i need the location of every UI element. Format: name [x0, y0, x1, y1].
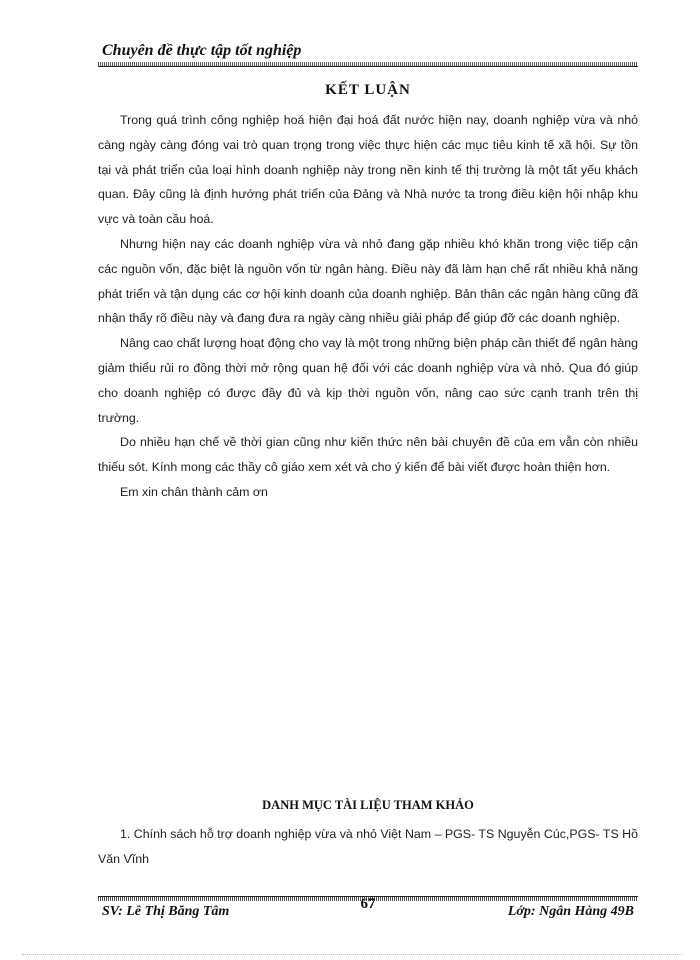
conclusion-paragraph-3: Nâng cao chất lượng hoạt động cho vay là một trong những biện pháp cần thiết để ngân hàng giảm thiểu rủi ro đồng thời mở rộng quan hệ đối với các doanh nghiệp vừa và nhỏ. Qua đó giúp cho doanh nghiệp có được đầy đủ và kịp thời nguồn vốn, nâng cao sức cạnh tranh trên thị trường. — [98, 336, 638, 425]
conclusion-body — [98, 108, 638, 505]
footer-class-name: Lớp: Ngân Hàng 49B — [507, 904, 634, 919]
conclusion-paragraph-5: Em xin chân thành cảm ơn — [120, 484, 268, 499]
footer-page-number: 67 — [360, 896, 376, 912]
page-footer — [98, 896, 638, 924]
page-bottom-edge — [22, 954, 682, 955]
header-rule — [98, 62, 638, 67]
conclusion-paragraph-4: Do nhiều hạn chế về thời gian cũng như kiến thức nên bài chuyên đề của em vẫn còn nhiều thiếu sót. Kính mong các thầy cô giáo xem xét và cho ý kiến để bài viết được hoàn thiện hơn. — [98, 435, 638, 475]
document-title: Chuyên đề thực tập tốt nghiệp — [102, 42, 302, 59]
references-list — [98, 822, 638, 872]
conclusion-heading: KẾT LUẬN — [325, 82, 411, 98]
references-heading: DANH MỤC TÀI LIỆU THAM KHẢO — [262, 798, 474, 812]
footer-student-name: SV: Lê Thị Băng Tâm — [102, 904, 230, 919]
conclusion-paragraph-1: Trong quá trình công nghiệp hoá hiện đại hoá đất nước hiện nay, doanh nghiệp vừa và nhỏ càng ngày càng đóng vai trò quan trọng trong việc thực hiện các mục tiêu kinh tế xã hội. Sự tồn tại và phát triển của loại hình doanh nghiệp này trong nền kinh tế thị trường là một tất yếu khách quan. Đây cũng là định hướng phát triển của Đảng và Nhà nước ta trong điều kiện hội nhập khu vực và toàn cầu hoá. — [98, 113, 638, 227]
conclusion-paragraph-2: Nhưng hiện nay các doanh nghiệp vừa và nhỏ đang gặp nhiều khó khăn trong việc tiếp cận các nguồn vốn, đặc biệt là nguồn vốn từ ngân hàng. Điều này đã làm hạn chế rất nhiều khả năng phát triển và tận dụng các cơ hội kinh doanh của doanh nghiệp. Bản thân các ngân hàng cũng đã nhận thấy rõ điều này và đang đưa ra ngày càng nhiều giải pháp để giúp đỡ các doanh nghiệp. — [98, 236, 638, 326]
reference-item-1: 1. Chính sách hỗ trợ doanh nghiệp vừa và nhỏ Việt Nam – PGS- TS Nguyễn Cúc,PGS- TS Hồ Văn Vĩnh — [98, 827, 638, 866]
